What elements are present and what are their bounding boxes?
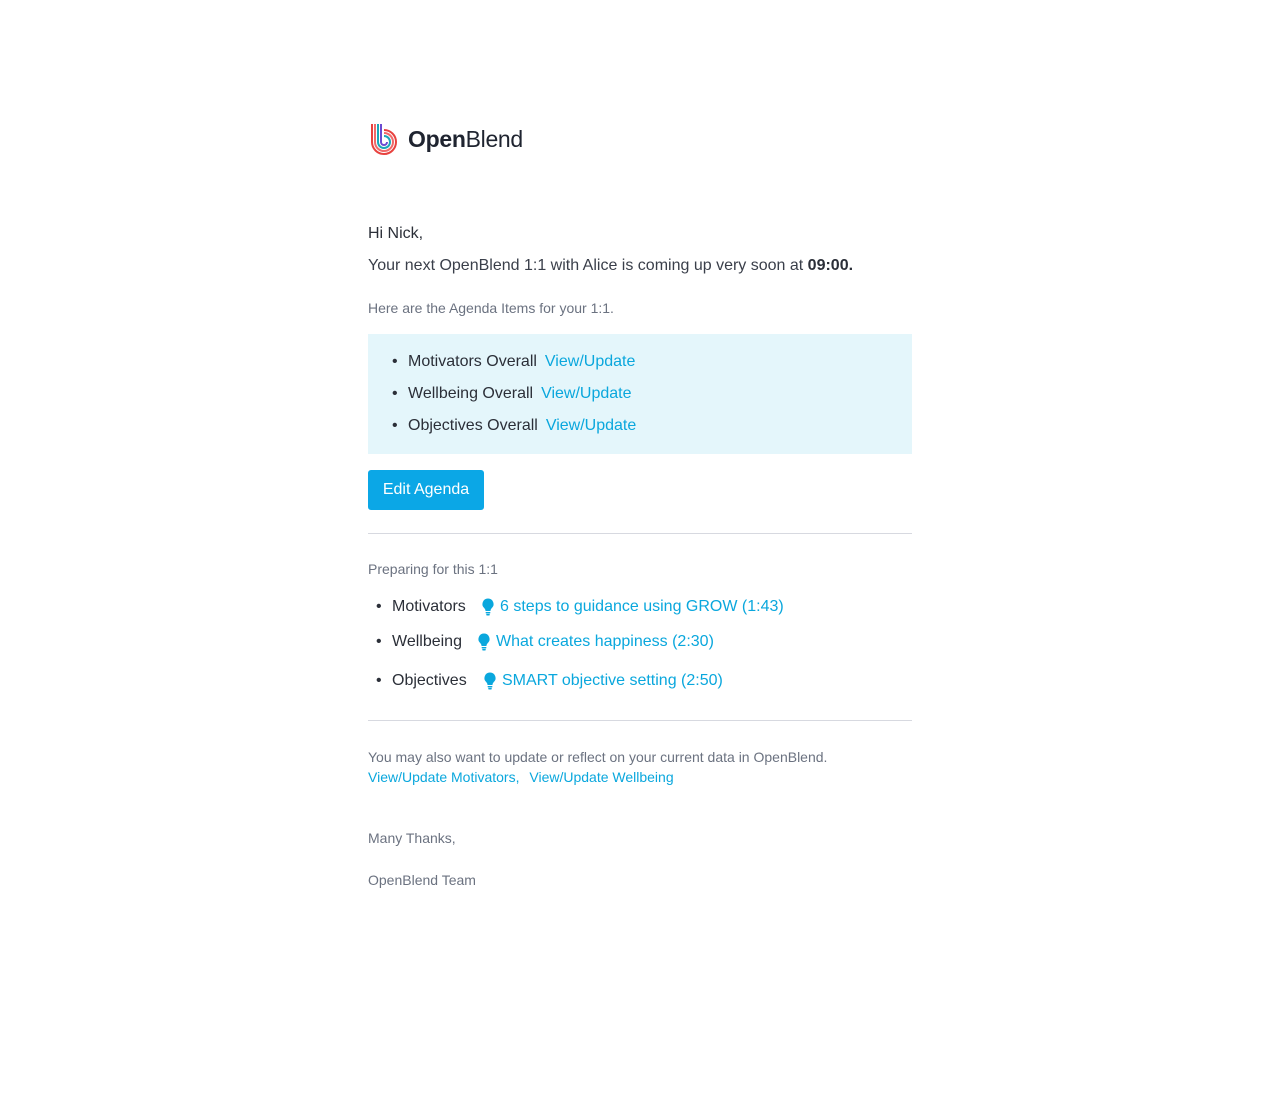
logo-wordmark-bold: Open [408, 126, 466, 152]
logo-wordmark-light: Blend [465, 126, 523, 152]
agenda-item [392, 384, 636, 416]
agenda-item-name: Motivators Overall [408, 353, 537, 370]
agenda-view-update-link[interactable]: View/Update [544, 353, 636, 370]
prep-item-name: Objectives [392, 672, 467, 689]
bullet: • [376, 672, 382, 689]
lightbulb-icon [484, 672, 496, 690]
prep-video-link[interactable]: 6 steps to guidance using GROW (1:43) [500, 598, 784, 615]
agenda-label: Here are the Agenda Items for your 1:1. [368, 300, 614, 316]
agenda-item-name: Objectives Overall [408, 417, 538, 434]
bullet: • [376, 598, 382, 615]
prep-item [376, 632, 714, 652]
lightbulb-icon [482, 598, 494, 616]
logo-wordmark [408, 120, 523, 158]
agenda-item-name: Wellbeing Overall [408, 385, 534, 402]
bullet: • [376, 633, 382, 650]
footer-links [368, 768, 674, 786]
agenda-item [392, 352, 636, 384]
agenda-list [392, 352, 636, 448]
meeting-time: 09:00. [807, 257, 854, 274]
openblend-logo [370, 120, 523, 158]
view-update-wellbeing-link[interactable]: View/Update Wellbeing [529, 769, 674, 785]
intro-text: Your next OpenBlend 1:1 with Alice is coming up very soon at [368, 257, 808, 274]
view-update-motivators-link[interactable]: View/Update Motivators, [368, 769, 520, 785]
intro-line [368, 256, 853, 276]
divider [368, 720, 912, 721]
prep-item [376, 671, 723, 691]
team-signature: OpenBlend Team [368, 872, 476, 888]
lightbulb-icon [478, 633, 490, 651]
openblend-logo-icon [370, 122, 404, 156]
bullet: • [392, 385, 398, 402]
prep-video-link[interactable]: SMART objective setting (2:50) [502, 672, 723, 689]
prep-item [376, 597, 784, 617]
edit-agenda-button[interactable]: Edit Agenda [368, 470, 484, 510]
footer-text: You may also want to update or reflect on your current data in OpenBlend. [368, 749, 828, 765]
signoff: Many Thanks, [368, 830, 456, 846]
bullet: • [392, 417, 398, 434]
agenda-item [392, 416, 636, 448]
bullet: • [392, 353, 398, 370]
prep-item-name: Wellbeing [392, 633, 462, 650]
agenda-view-update-link[interactable]: View/Update [545, 417, 637, 434]
prep-label: Preparing for this 1:1 [368, 561, 498, 577]
prep-video-link[interactable]: What creates happiness (2:30) [496, 633, 714, 650]
divider [368, 533, 912, 534]
prep-item-name: Motivators [392, 598, 466, 615]
agenda-view-update-link[interactable]: View/Update [541, 385, 632, 402]
greeting: Hi Nick, [368, 225, 424, 242]
agenda-box [368, 334, 912, 454]
